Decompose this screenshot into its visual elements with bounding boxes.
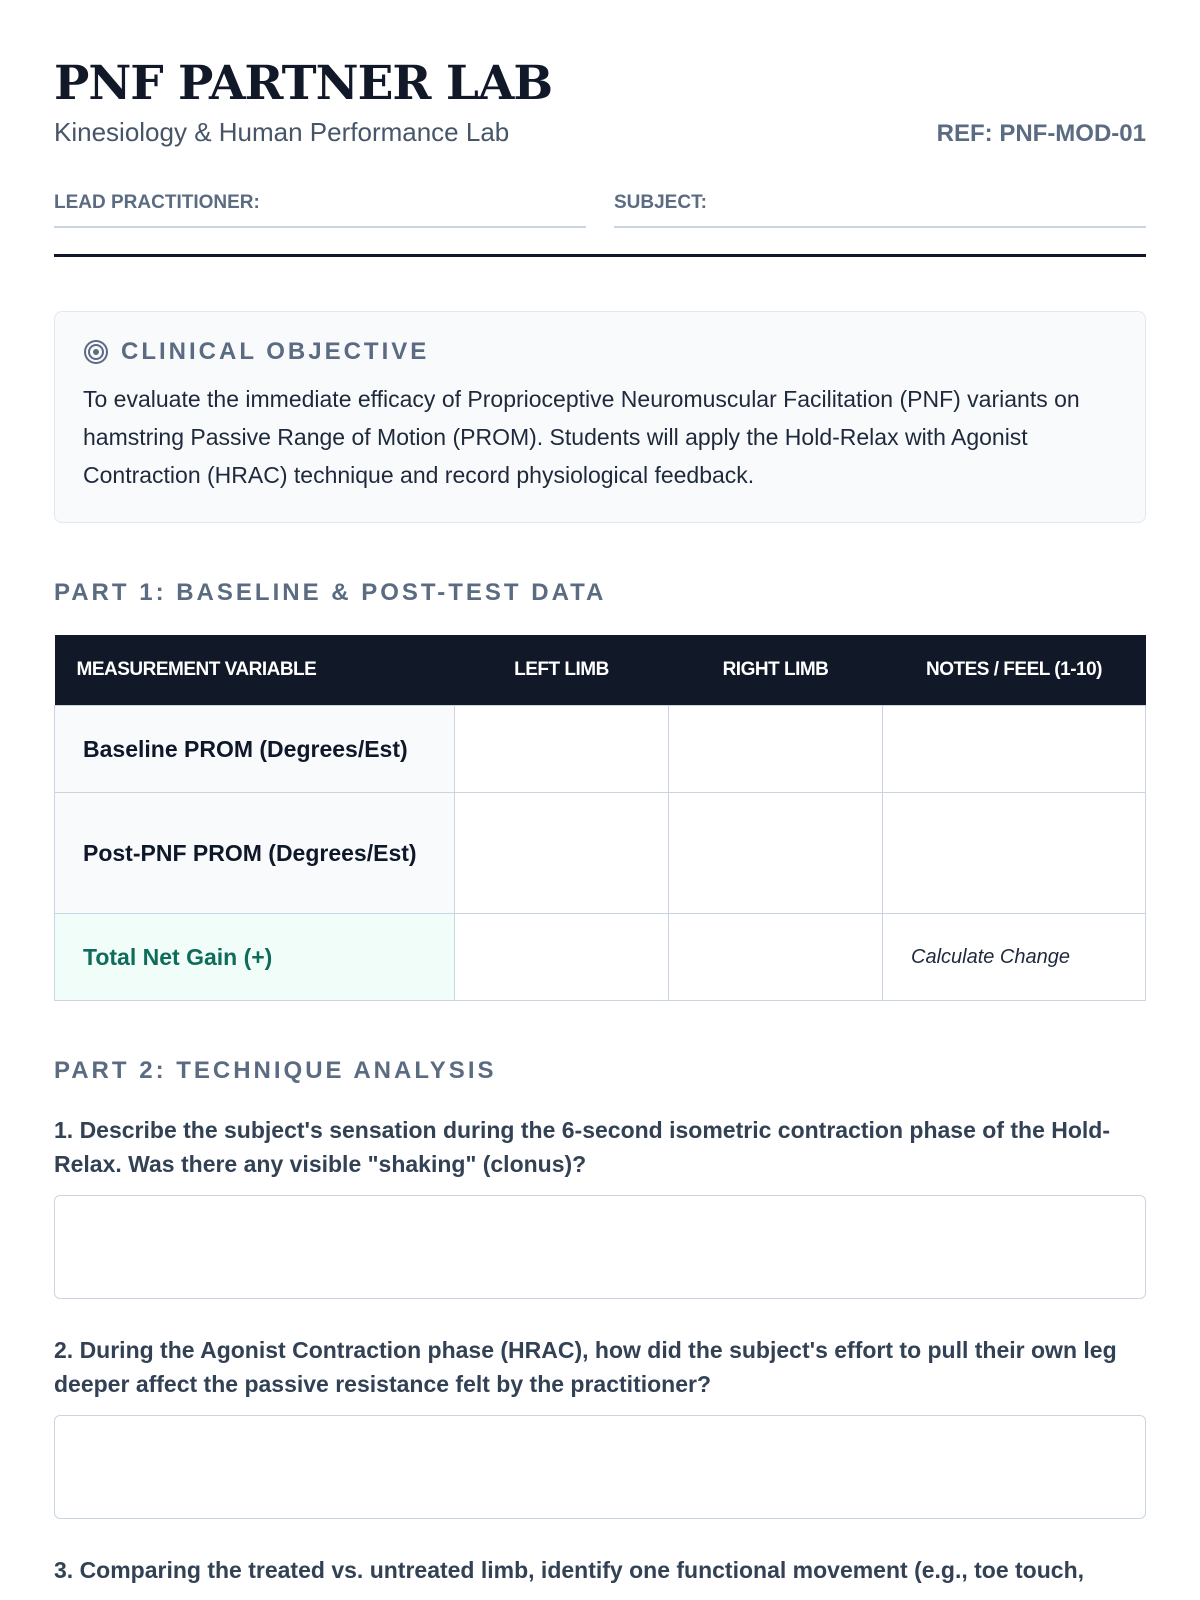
objective-text: To evaluate the immediate efficacy of Proprioceptive Neuromuscular Facilitation (PNF) variants on hamstring Passive Range of Motion (PROM). Students will apply the Hold-Relax with Agonist Contraction (HRAC) technique and record physiological feedback. [83,386,1080,488]
table-row [55,914,1146,1001]
table-row [55,793,1146,914]
part2-title: PART 2: TECHNIQUE ANALYSIS [54,1057,497,1084]
objective-box [54,311,1146,523]
question-1: 1. Describe the subject's sensation during the 6-second isometric contraction phase of the Hold-Relax. Was there any visible "shaking" (clonus)? [54,1117,1111,1177]
page-title: PNF PARTNER LAB [54,56,553,111]
column-header: MEASUREMENT VARIABLE [55,635,455,706]
right-limb-cell[interactable] [669,914,883,1001]
objective-title: CLINICAL OBJECTIVE [121,338,430,365]
row-label: Post-PNF PROM (Degrees/Est) [55,793,455,914]
page-subtitle: Kinesiology & Human Performance Lab [54,117,510,147]
signature-fields [54,188,1146,228]
left-limb-cell[interactable] [455,914,669,1001]
header [54,0,1146,257]
subject-label: SUBJECT: [614,192,707,213]
subject-field[interactable] [614,188,1146,228]
part1-title: PART 1: BASELINE & POST-TEST DATA [54,579,607,606]
measurement-table [54,635,1146,1001]
lead-practitioner-field[interactable] [54,188,586,228]
objective-header [83,338,1117,366]
notes-cell[interactable] [883,706,1146,793]
column-header: RIGHT LIMB [669,635,883,706]
row-label: Baseline PROM (Degrees/Est) [55,706,455,793]
table-header-row [55,635,1146,706]
row-label: Total Net Gain (+) [55,914,455,1001]
column-header: NOTES / FEEL (1-10) [883,635,1146,706]
question-2: 2. During the Agonist Contraction phase (HRAC), how did the subject's effort to pull their own leg deeper affect the passive resistance felt by the practitioner? [54,1337,1117,1397]
header-divider [54,254,1146,257]
notes-cell[interactable]: Calculate Change [883,914,1146,1001]
column-header: LEFT LIMB [455,635,669,706]
left-limb-cell[interactable] [455,793,669,914]
target-icon [83,339,109,365]
reference-code: REF: PNF-MOD-01 [936,120,1146,147]
lead-practitioner-label: LEAD PRACTITIONER: [54,192,260,213]
notes-cell[interactable] [883,793,1146,914]
question-3: 3. Comparing the treated vs. untreated limb, identify one functional movement (e.g., toe touch, [54,1557,1085,1583]
table-row [55,706,1146,793]
left-limb-cell[interactable] [455,706,669,793]
answer-box-2[interactable] [54,1415,1146,1519]
right-limb-cell[interactable] [669,706,883,793]
right-limb-cell[interactable] [669,793,883,914]
answer-box-1[interactable] [54,1195,1146,1299]
